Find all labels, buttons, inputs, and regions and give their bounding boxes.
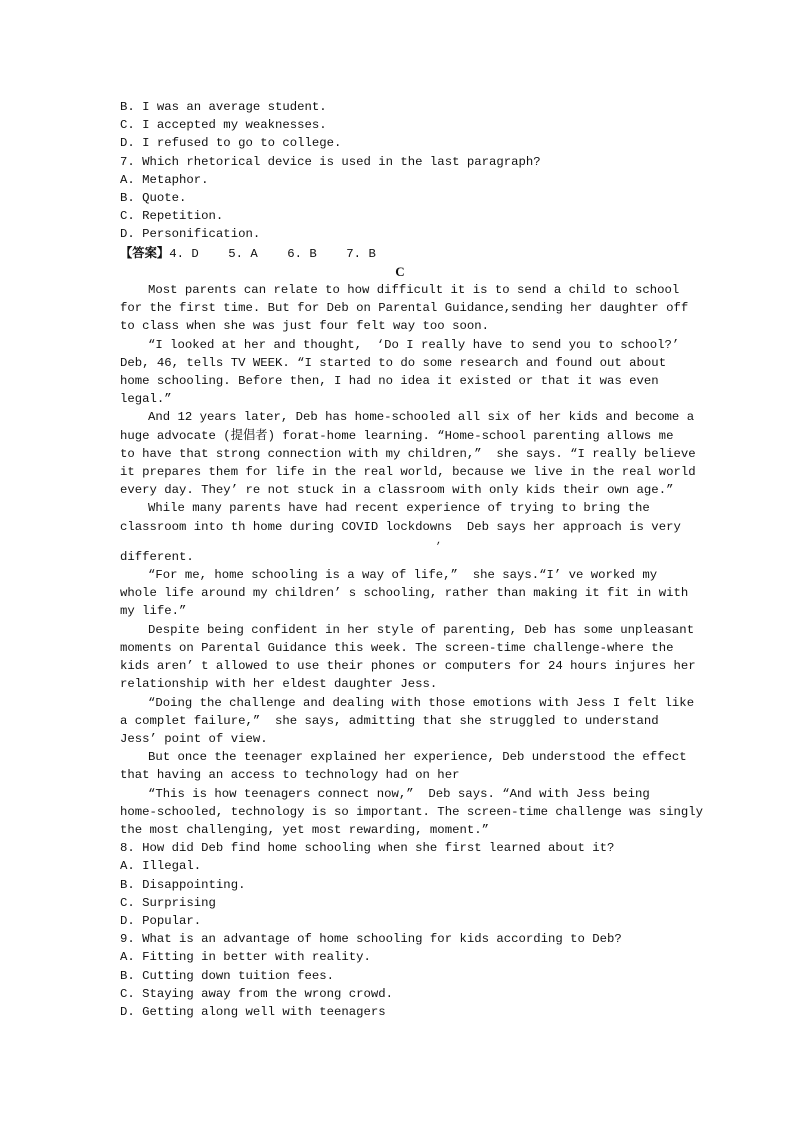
passage-line: home schooling. Before then, I had no idea it existed or that it was even: [120, 374, 659, 389]
passage-line: every day. They’ re not stuck in a classroom with only kids their own age.”: [120, 483, 674, 498]
answer-line: [120, 244, 680, 263]
passage-line: home-schooled, technology is so important. The screen-time challenge was singly: [120, 804, 703, 819]
q9-question: 9. What is an advantage of home schooling for kids according to Deb?: [120, 932, 622, 947]
q8-option-b: B. Disappointing.: [120, 877, 246, 892]
q7-option-d: D. Personification.: [120, 227, 261, 242]
passage-line: it prepares them for life in the real world, because we live in the real world: [120, 465, 696, 480]
passage-line: “This is how teenagers connect now,” Deb says. “And with Jess being: [148, 786, 650, 801]
passage-line: to have that strong connection with my children,” she says. “I really believe: [120, 446, 696, 461]
passage-line: Most parents can relate to how difficult it is to send a child to school: [148, 283, 680, 298]
q8-option-a: A. Illegal.: [120, 859, 202, 874]
passage-line: relationship with her eldest daughter Jess.: [120, 677, 438, 692]
passage-line: Deb, 46, tells TV WEEK. “I started to do some research and found out about: [120, 355, 667, 370]
passage-line: the most challenging, yet most rewarding, moment.”: [120, 822, 489, 837]
passage-line: a complet failure,” she says, admitting that she struggled to understand: [120, 713, 659, 728]
q7-option-b: B. Quote.: [120, 191, 187, 206]
q9-option-a: A. Fitting in better with reality.: [120, 950, 371, 965]
q6-option-d: D. I refused to go to college.: [120, 136, 342, 151]
q9-option-d: D. Getting along well with teenagers: [120, 1004, 386, 1019]
passage-line: classroom into th home during COVID lockdowns Deb says her approach is very: [120, 519, 681, 534]
passage-line: “For me, home schooling is a way of life,” she says.“I’ ve worked my: [148, 568, 658, 583]
passage-line: that having an access to technology had on her: [120, 768, 460, 783]
passage-line: moments on Parental Guidance this week. The screen-time challenge-where the: [120, 640, 674, 655]
q8-option-d: D. Popular.: [120, 913, 202, 928]
q9-option-c: C. Staying away from the wrong crowd.: [120, 986, 394, 1001]
answer-text: 4. D 5. A 6. B 7. B: [169, 246, 376, 261]
passage-line: While many parents have had recent experience of trying to bring the: [148, 501, 650, 516]
passage-line: And 12 years later, Deb has home-schooled all six of her kids and become a: [148, 410, 695, 425]
q9-option-b: B. Cutting down tuition fees.: [120, 968, 335, 983]
passage-line: “I looked at her and thought, ‘Do I really have to send you to school?’: [148, 337, 680, 352]
passage-line: huge advocate (提倡者) forat-home learning. “Home-school parenting allows me: [120, 428, 674, 443]
passage-line: “Doing the challenge and dealing with those emotions with Jess I felt like: [148, 695, 695, 710]
answer-tag: 【答案】: [120, 245, 170, 260]
q6-option-b: B. I was an average student.: [120, 100, 327, 114]
section-heading: C: [395, 263, 405, 279]
q6-option-c: C. I accepted my weaknesses.: [120, 118, 327, 133]
passage-line: my life.”: [120, 604, 187, 619]
passage-line: Jess’ point of view.: [120, 731, 268, 746]
passage-line: legal.”: [120, 392, 172, 407]
q7-option-a: A. Metaphor.: [120, 172, 209, 187]
stray-comma: ,: [436, 535, 443, 547]
passage-line: for the first time. But for Deb on Parental Guidance,sending her daughter off: [120, 301, 689, 316]
document-page: [120, 98, 703, 1021]
q7-question: 7. Which rhetorical device is used in the last paragraph?: [120, 154, 541, 169]
passage-line: kids aren’ t allowed to use their phones or computers for 24 hours injures her: [120, 659, 696, 674]
q8-question: 8. How did Deb find home schooling when she first learned about it?: [120, 841, 615, 856]
q7-option-c: C. Repetition.: [120, 209, 224, 224]
passage-line: to class when she was just four felt way too soon.: [120, 319, 489, 334]
passage-line: Despite being confident in her style of parenting, Deb has some unpleasant: [148, 622, 695, 637]
passage-line: different.: [120, 549, 194, 564]
passage-line: But once the teenager explained her experience, Deb understood the effect: [148, 750, 687, 765]
q8-option-c: C. Surprising: [120, 895, 216, 910]
passage-line: whole life around my children’ s schooling, rather than making it fit in with: [120, 586, 689, 601]
